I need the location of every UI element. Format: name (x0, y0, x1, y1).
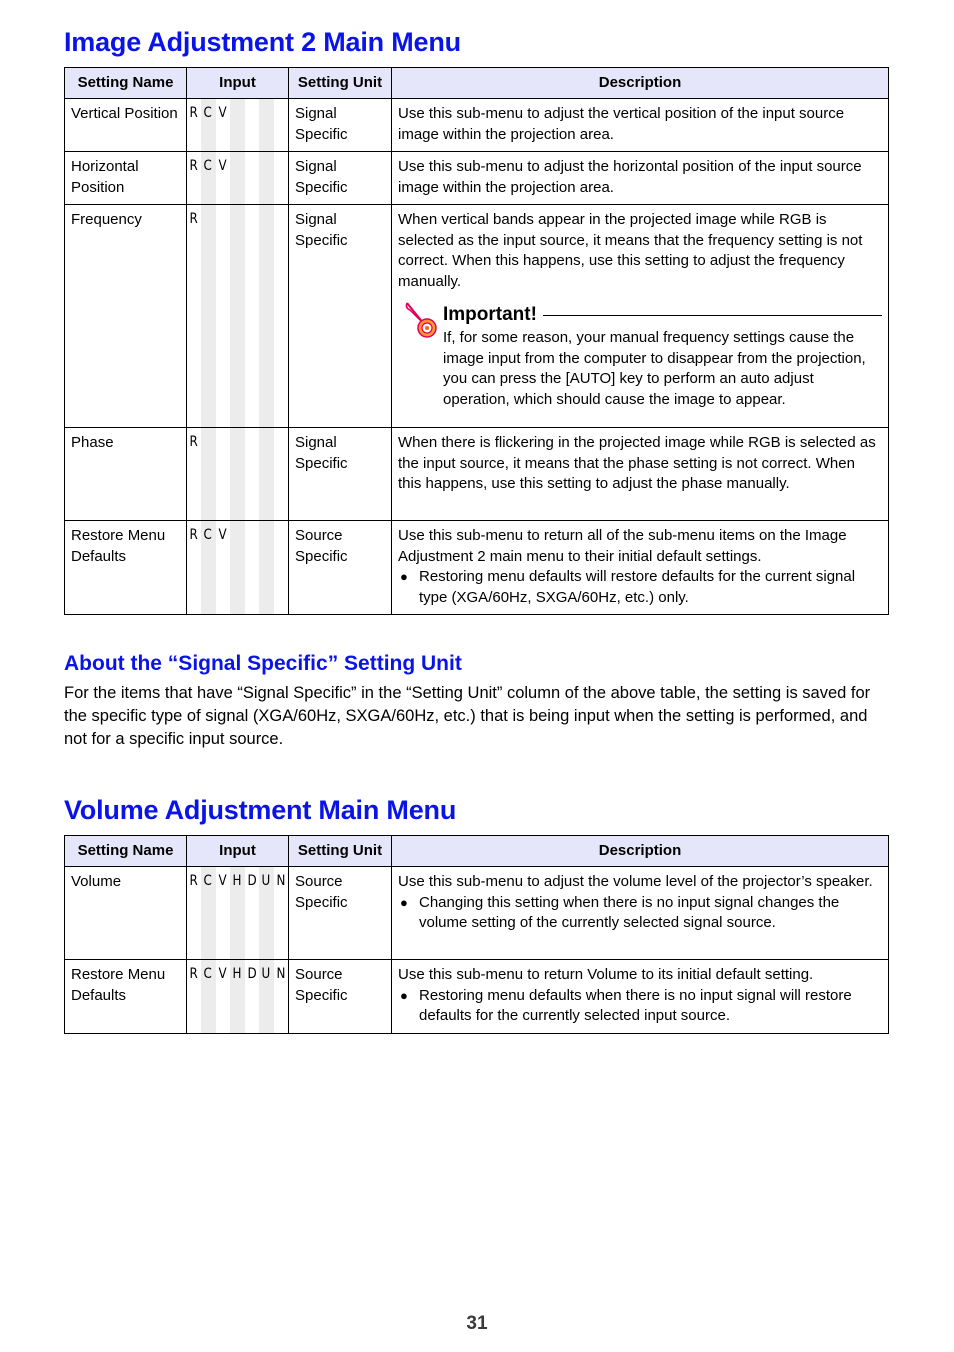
setting-name-cell: Horizontal Position (65, 152, 187, 205)
description-text: Use this sub-menu to adjust the volume level of the projector’s speaker. (398, 873, 873, 890)
description-text: Use this sub-menu to return all of the sub-menu items on the Image Adjustment 2 main menu to their initial default settings. (398, 527, 847, 565)
description-cell: Use this sub-menu to adjust the horizontal position of the input source image within the projection area. (392, 152, 889, 205)
input-letter: V (218, 966, 227, 982)
input-letter: R (189, 873, 198, 889)
table-row (65, 521, 889, 615)
input-letter: R (189, 211, 198, 227)
input-letter: R (189, 434, 198, 450)
input-letter (274, 157, 286, 175)
input-letter: C (203, 527, 213, 543)
setting-name-cell: Restore Menu Defaults (65, 960, 187, 1034)
input-letter (259, 433, 271, 451)
input-letter: V (218, 873, 227, 889)
header-setting-unit: Setting Unit (289, 836, 392, 867)
important-title: Important! (443, 304, 537, 325)
input-letter (274, 433, 286, 451)
description-cell (392, 960, 889, 1034)
bullet-dot-icon: ● (400, 894, 408, 910)
input-letter: C (203, 966, 213, 982)
description-text: Use this sub-menu to return Volume to its initial default setting. (398, 966, 814, 983)
table-row (65, 428, 889, 521)
bullet-dot-icon: ● (400, 987, 408, 1003)
setting-unit-cell: Source Specific (289, 960, 392, 1034)
table-row (65, 152, 889, 205)
input-letter: D (247, 873, 257, 889)
header-description: Description (392, 68, 889, 99)
input-letter (259, 104, 271, 122)
input-letter (274, 104, 286, 122)
important-divider (543, 315, 882, 316)
input-letter (274, 526, 286, 544)
input-letter: U (261, 873, 271, 889)
input-letter (230, 526, 242, 544)
table-header-row (65, 836, 889, 867)
bullet-text: Changing this setting when there is no input signal changes the volume setting of the currently selected signal source. (419, 893, 840, 931)
input-letter (230, 104, 242, 122)
bullet-text: Restoring menu defaults will restore defaults for the current signal type (XGA/60Hz, SXGA/60Hz, etc.) only. (419, 568, 856, 606)
table-row (65, 960, 889, 1034)
input-cell (187, 152, 289, 205)
important-pin-icon (404, 300, 438, 347)
input-letter (245, 433, 257, 451)
input-cell (187, 867, 289, 960)
input-letter: V (218, 527, 227, 543)
input-letter: N (276, 873, 285, 889)
about-signal-specific-title: About the “Signal Specific” Setting Unit (64, 652, 462, 675)
input-letter (259, 210, 271, 228)
setting-unit-cell: Signal Specific (289, 152, 392, 205)
input-letter (201, 433, 213, 451)
input-letter (230, 433, 242, 451)
input-letter (201, 210, 213, 228)
input-letter (245, 526, 257, 544)
setting-unit-cell: Signal Specific (289, 99, 392, 152)
description-cell (392, 521, 889, 615)
input-letter: R (189, 105, 198, 121)
input-letter: U (261, 966, 271, 982)
table-header-row (65, 68, 889, 99)
input-cell (187, 960, 289, 1034)
input-cell (187, 205, 289, 428)
important-text: If, for some reason, your manual frequency settings cause the image input from the computer to disappear from the projection, you can press the [AUTO] key to perform an auto adjust operation, which should cause the image to appear. (443, 329, 866, 408)
input-letter (216, 433, 228, 451)
input-letter: R (189, 527, 198, 543)
setting-name-cell: Restore Menu Defaults (65, 521, 187, 615)
header-description: Description (392, 836, 889, 867)
page-number: 31 (466, 1313, 488, 1334)
input-letter: D (247, 966, 257, 982)
input-letter: V (218, 105, 227, 121)
bullet-dot-icon: ● (400, 569, 408, 584)
setting-name-cell: Vertical Position (65, 99, 187, 152)
input-letter: C (203, 105, 213, 121)
input-cell (187, 521, 289, 615)
input-letter (245, 157, 257, 175)
input-letter: H (232, 966, 242, 982)
input-letter (230, 157, 242, 175)
input-cell (187, 99, 289, 152)
input-letter: C (203, 158, 213, 174)
input-letter (245, 104, 257, 122)
header-setting-name: Setting Name (65, 68, 187, 99)
setting-unit-cell: Source Specific (289, 521, 392, 615)
input-letter: R (189, 158, 198, 174)
input-cell (187, 428, 289, 521)
section-title-volume-adjustment: Volume Adjustment Main Menu (64, 795, 457, 825)
input-letter: C (203, 873, 213, 889)
input-letter: H (232, 873, 242, 889)
input-letter (216, 210, 228, 228)
important-note (398, 302, 882, 410)
bullet-item (398, 893, 882, 934)
header-input: Input (187, 836, 289, 867)
table-row (65, 205, 889, 428)
setting-name-cell: Phase (65, 428, 187, 521)
description-cell: When there is flickering in the projected image while RGB is selected as the input source, it means that the phase setting is not correct. When this happens, use this setting to adjust the phase manually. (392, 428, 889, 521)
input-letter: V (218, 158, 227, 174)
header-setting-name: Setting Name (65, 836, 187, 867)
setting-unit-cell: Signal Specific (289, 205, 392, 428)
input-letter (259, 526, 271, 544)
about-signal-specific-text: For the items that have “Signal Specific” in the “Setting Unit” column of the above table, the setting is saved for the specific type of signal (XGA/60Hz, SXGA/60Hz, etc.) that is being input when the setting is performed, and not for a specific input source. (64, 684, 871, 748)
description-cell (392, 867, 889, 960)
setting-unit-cell: Signal Specific (289, 428, 392, 521)
input-letter (259, 157, 271, 175)
setting-name-cell: Frequency (65, 205, 187, 428)
bullet-text: Restoring menu defaults when there is no input signal will restore defaults for the currently selected input source. (419, 986, 852, 1024)
input-letter (230, 210, 242, 228)
section-title-image-adjustment-2: Image Adjustment 2 Main Menu (64, 27, 461, 57)
table-row (65, 99, 889, 152)
image-adjustment-2-table (64, 67, 889, 615)
bullet-item (398, 986, 882, 1027)
header-setting-unit: Setting Unit (289, 68, 392, 99)
input-letter (245, 210, 257, 228)
input-letter: N (276, 966, 285, 982)
setting-unit-cell: Source Specific (289, 867, 392, 960)
header-input: Input (187, 68, 289, 99)
bullet-item (398, 567, 882, 608)
volume-adjustment-table (64, 835, 889, 1034)
input-letter (274, 210, 286, 228)
setting-name-cell: Volume (65, 867, 187, 960)
description-cell (392, 205, 889, 428)
description-cell: Use this sub-menu to adjust the vertical position of the input source image within the projection area. (392, 99, 889, 152)
table-row (65, 867, 889, 960)
input-letter: R (189, 966, 198, 982)
description-text: When vertical bands appear in the projected image while RGB is selected as the input source, it means that the frequency setting is not correct. When this happens, use this setting to adjust the frequency manually. (398, 211, 863, 290)
